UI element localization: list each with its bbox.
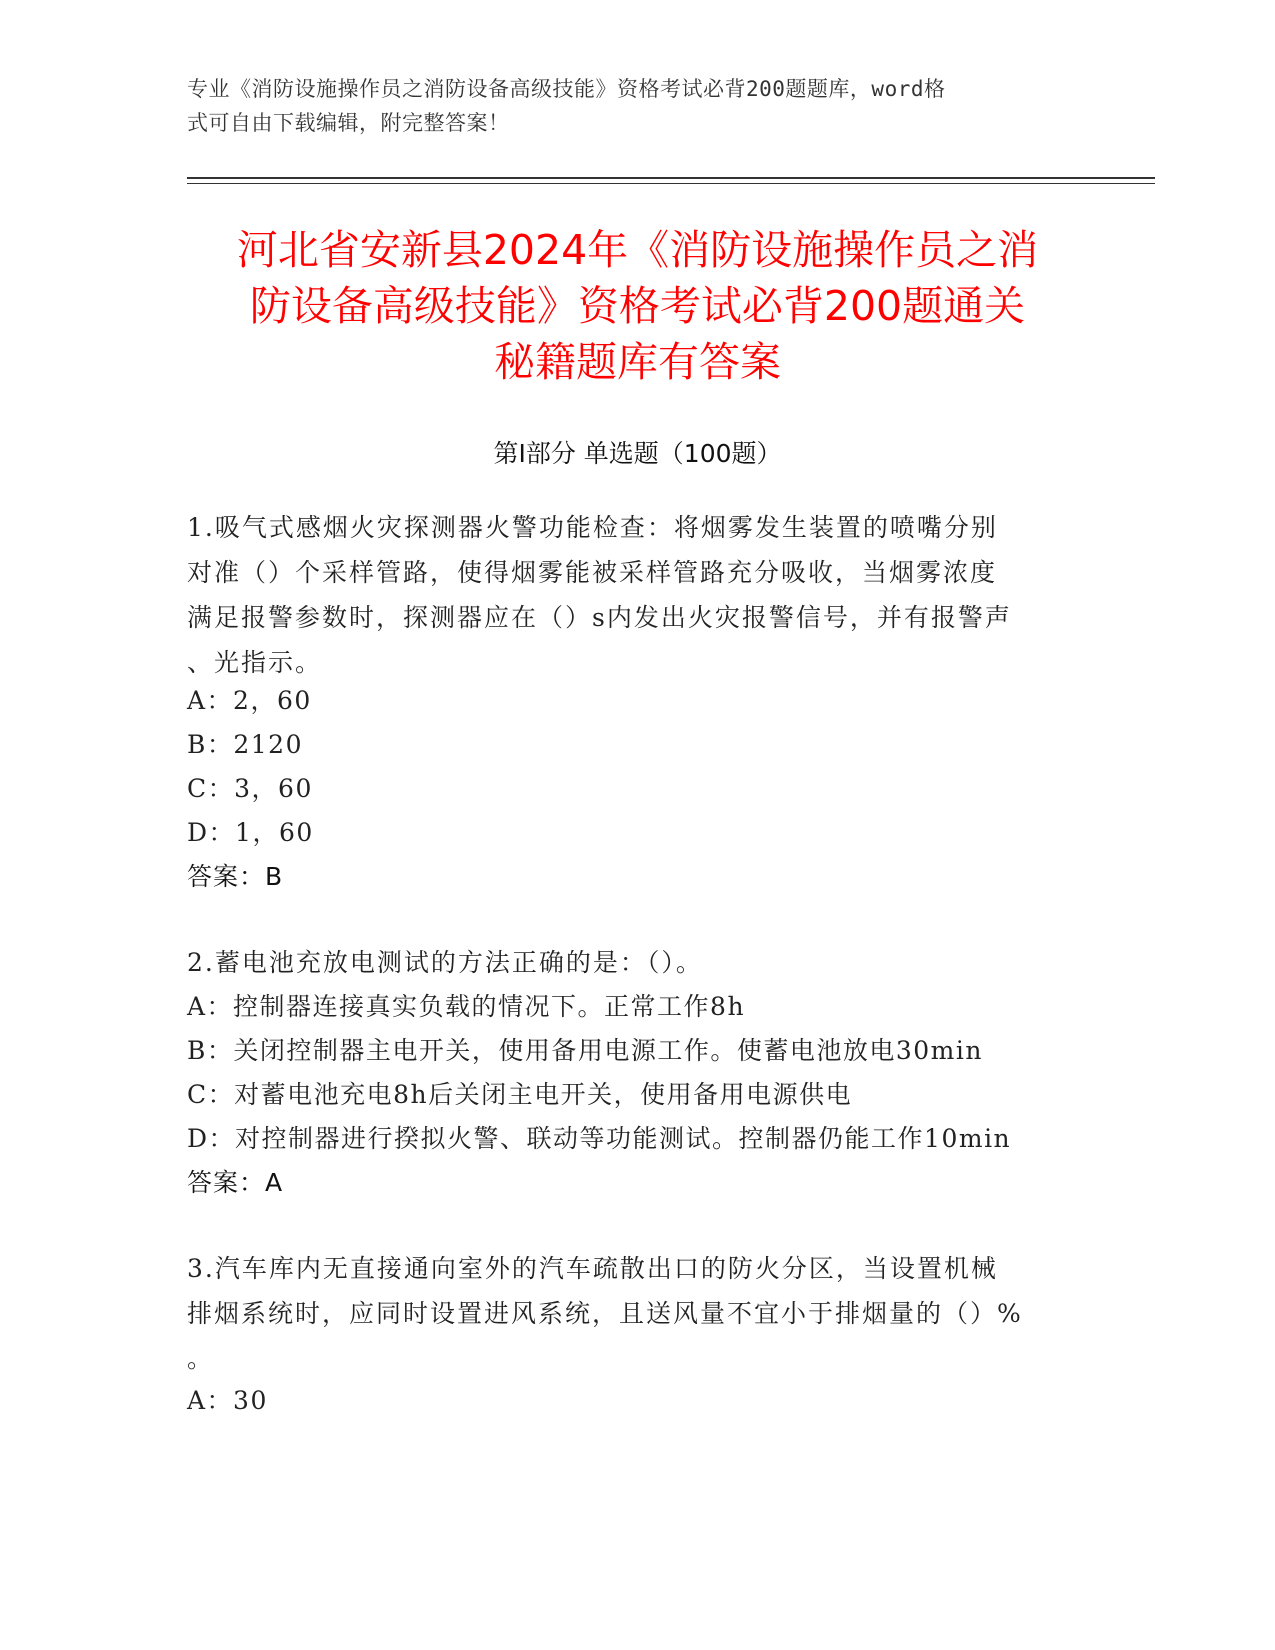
header-divider-thin bbox=[187, 183, 1155, 184]
question-2-option-b: B：关闭控制器主电开关，使用备用电源工作。使蓄电池放电30min bbox=[187, 1036, 983, 1065]
question-1-option-d: D：1，60 bbox=[187, 818, 314, 847]
question-line: 、光指示。 bbox=[187, 648, 323, 677]
question-2-answer: 答案：A bbox=[187, 1168, 284, 1197]
question-2-option-c: C：对蓄电池充电8h后关闭主电开关，使用备用电源供电 bbox=[187, 1080, 853, 1109]
header-note-line: 专业《消防设施操作员之消防设备高级技能》资格考试必背200题题库，word格 bbox=[187, 77, 946, 101]
title-line: 防设备高级技能》资格考试必背200题通关 bbox=[249, 282, 1026, 330]
question-line: 满足报警参数时，探测器应在（）s内发出火灾报警信号，并有报警声 bbox=[187, 603, 1012, 632]
question-1-text bbox=[187, 505, 1077, 685]
question-3-option-a: A：30 bbox=[187, 1386, 268, 1415]
question-line: 1.吸气式感烟火灾探测器火警功能检查：将烟雾发生装置的喷嘴分别 bbox=[187, 513, 998, 542]
question-2-text bbox=[187, 940, 1077, 985]
document-title bbox=[170, 222, 1105, 390]
header-note-line: 式可自由下载编辑，附完整答案！ bbox=[187, 111, 510, 135]
question-line: 对准（）个采样管路，使得烟雾能被采样管路充分吸收，当烟雾浓度 bbox=[187, 558, 998, 587]
question-1-option-b: B：2120 bbox=[187, 730, 303, 759]
question-1-answer: 答案：B bbox=[187, 862, 284, 891]
question-line: 排烟系统时，应同时设置进风系统，且送风量不宜小于排烟量的（）% bbox=[187, 1299, 1023, 1328]
question-2-option-d: D：对控制器进行揆拟火警、联动等功能测试。控制器仍能工作10min bbox=[187, 1124, 1012, 1153]
question-line: 。 bbox=[187, 1344, 215, 1373]
question-line: 2.蓄电池充放电测试的方法正确的是：（）。 bbox=[187, 948, 703, 977]
question-line: 3.汽车库内无直接通向室外的汽车疏散出口的防火分区，当设置机械 bbox=[187, 1254, 998, 1283]
question-3-text bbox=[187, 1246, 1077, 1381]
question-2-option-a: A：控制器连接真实负载的情况下。正常工作8h bbox=[187, 992, 746, 1021]
question-1-option-c: C：3，60 bbox=[187, 774, 313, 803]
title-line: 秘籍题库有答案 bbox=[494, 338, 781, 386]
header-divider-thick bbox=[187, 177, 1155, 179]
question-1-option-a: A：2，60 bbox=[187, 686, 312, 715]
title-line: 河北省安新县2024年《消防设施操作员之消 bbox=[236, 226, 1039, 274]
section-title: 第Ⅰ部分 单选题（100题） bbox=[493, 439, 782, 468]
header-note bbox=[187, 72, 1067, 140]
